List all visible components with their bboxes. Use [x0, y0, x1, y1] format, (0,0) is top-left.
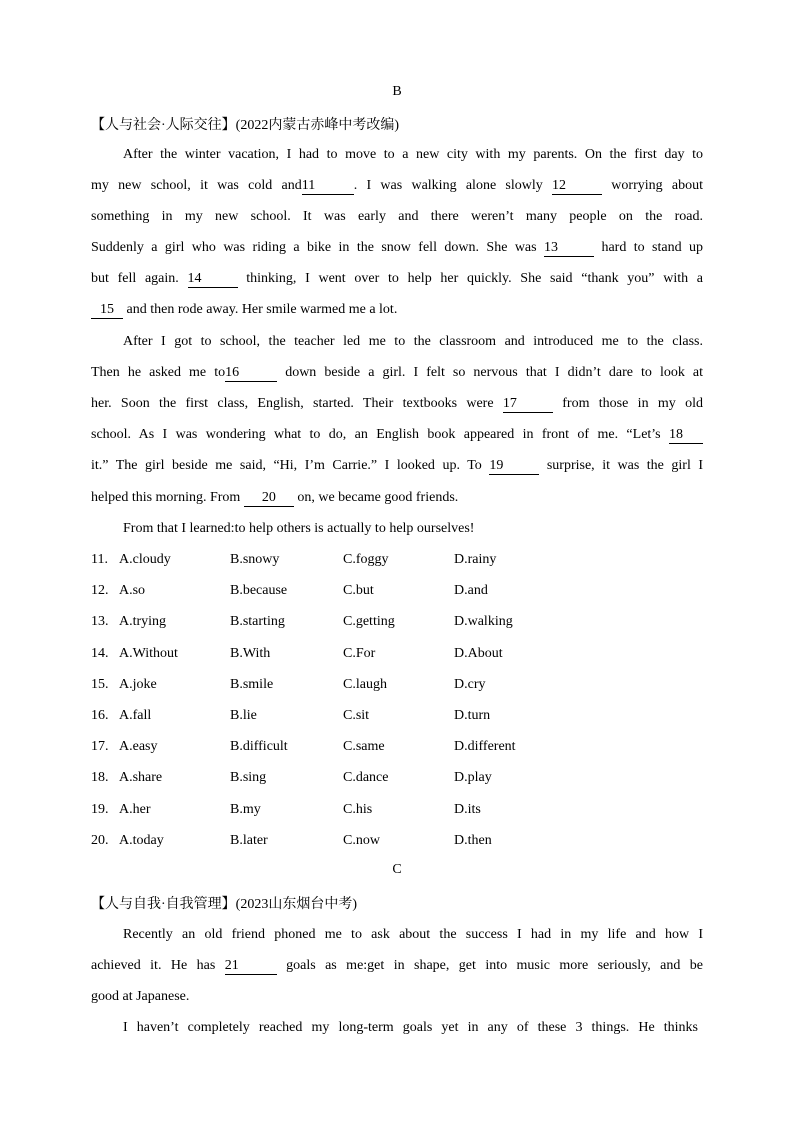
blank-16: 16 [225, 365, 277, 382]
document-page: B 【人与社会·人际交往】(2022内蒙古赤峰中考改编) After the winter vacation, I had to move to a new city with my parents. On the first day to my new school, it was cold and11 . I was walking alone slowly 12 worrying about something in my new school. It was early and there weren’t many people on the road. Suddenly a girl who was riding a bike in the snow fell down. She was 13 hard to stand up but fell again. 14 thinking, I went over to help her quickly. She said “thank you” with a 15 and then rode away. Her smile warmed me a lot. After I got to school, the teacher led me to the classroom and introduced me to the class. Then he asked me to16 down beside a girl. I felt so nervous that I didn’t dare to look at her. Soon the first class, English, started. Their textbooks were 17 from those in my old school. As I was wondering what to do, an English book appeared in front of me. “Let’s 18 it.” The girl beside me said, “Hi, I’m Carrie.” I looked up. To 19 surprise, it was the girl I helped this morning. From 20 on, we became good friends. From that I learned:to help others is actually to help ourselves! 11. A.cloudy B.snowy C.foggy D.rainy 12. A.so B.because C.but D.and 13. A.trying B.starting C.getting D.walking 14. A.Without B.With C.For D.About 15. A.joke B.smile C.laugh D.cry 16. A.fall B.lie C.sit D.turn 17. A.easy B.difficult C.same D.different 18. A.share B.sing C.dance D.play 19. A.her B.my C.his D.its 20. A.today B.later C.now D.then C 【人与自我·自我管理】(2023山东烟台中考) Recently an old friend phoned me to ask about the success I had in my life and how I achieved it. He has 21 goals as me:get in shape, get into music more seriously, and be good at Japanese. I haven’t completely reached my long-term goals yet in any of these 3 things. He thinks [0, 0, 794, 1123]
blank-19: 19 [489, 458, 539, 475]
section-letter-b: B [392, 84, 402, 99]
passage-c-line: Recently an old friend phoned me to ask about the success I had in my life and how I [123, 927, 703, 942]
passage-b-line: helped this morning. From 20 on, we became good friends. [91, 490, 459, 505]
passage-b-line: but fell again. 14 thinking, I went over to help her quickly. She said “thank you” with a [91, 271, 704, 286]
blank-13: 13 [544, 240, 594, 257]
blank-18: 18 [669, 427, 703, 444]
section-c-heading: 【人与自我·自我管理】(2023山东烟台中考) [91, 897, 357, 912]
passage-c-line: achieved it. He has 21 goals as me:get in shape, get into music more seriously, and be [91, 958, 703, 973]
passage-c-line: I haven’t completely reached my long-term goals yet in any of these 3 things. He thinks [123, 1020, 698, 1035]
blank-11: 11 [302, 178, 354, 195]
blank-17: 17 [503, 396, 553, 413]
blank-15: 15 [91, 302, 123, 319]
passage-b-line: Then he asked me to16 down beside a girl. I felt so nervous that I didn’t dare to look at [91, 365, 704, 380]
blank-12: 12 [552, 178, 602, 195]
passage-b-line: it.” The girl beside me said, “Hi, I’m Carrie.” I looked up. To 19 surprise, it was the girl I [91, 458, 704, 473]
blank-14: 14 [188, 271, 238, 288]
section-letter-c: C [392, 862, 402, 877]
passage-b-conclusion: From that I learned:to help others is actually to help ourselves! [123, 521, 475, 536]
passage-b-line: something in my new school. It was early and there weren’t many people on the road. [91, 209, 703, 224]
passage-b-line: After the winter vacation, I had to move to a new city with my parents. On the first day to [123, 147, 703, 162]
blank-20: 20 [244, 490, 294, 507]
passage-b-line: After I got to school, the teacher led me to the classroom and introduced me to the class. [123, 334, 703, 349]
passage-c-line: good at Japanese. [91, 989, 190, 1004]
passage-b-line: Suddenly a girl who was riding a bike in the snow fell down. She was 13 hard to stand up [91, 240, 704, 255]
passage-b-line: 15 and then rode away. Her smile warmed me a lot. [91, 300, 703, 320]
passage-b-line: my new school, it was cold and11 . I was walking alone slowly 12 worrying about [91, 178, 703, 193]
passage-b-line: school. As I was wondering what to do, an English book appeared in front of me. “Let’s 18 [91, 425, 703, 445]
blank-21: 21 [225, 958, 277, 975]
passage-b-line: her. Soon the first class, English, started. Their textbooks were 17 from those in my old [91, 396, 704, 411]
section-b-heading: 【人与社会·人际交往】(2022内蒙古赤峰中考改编) [91, 118, 399, 133]
